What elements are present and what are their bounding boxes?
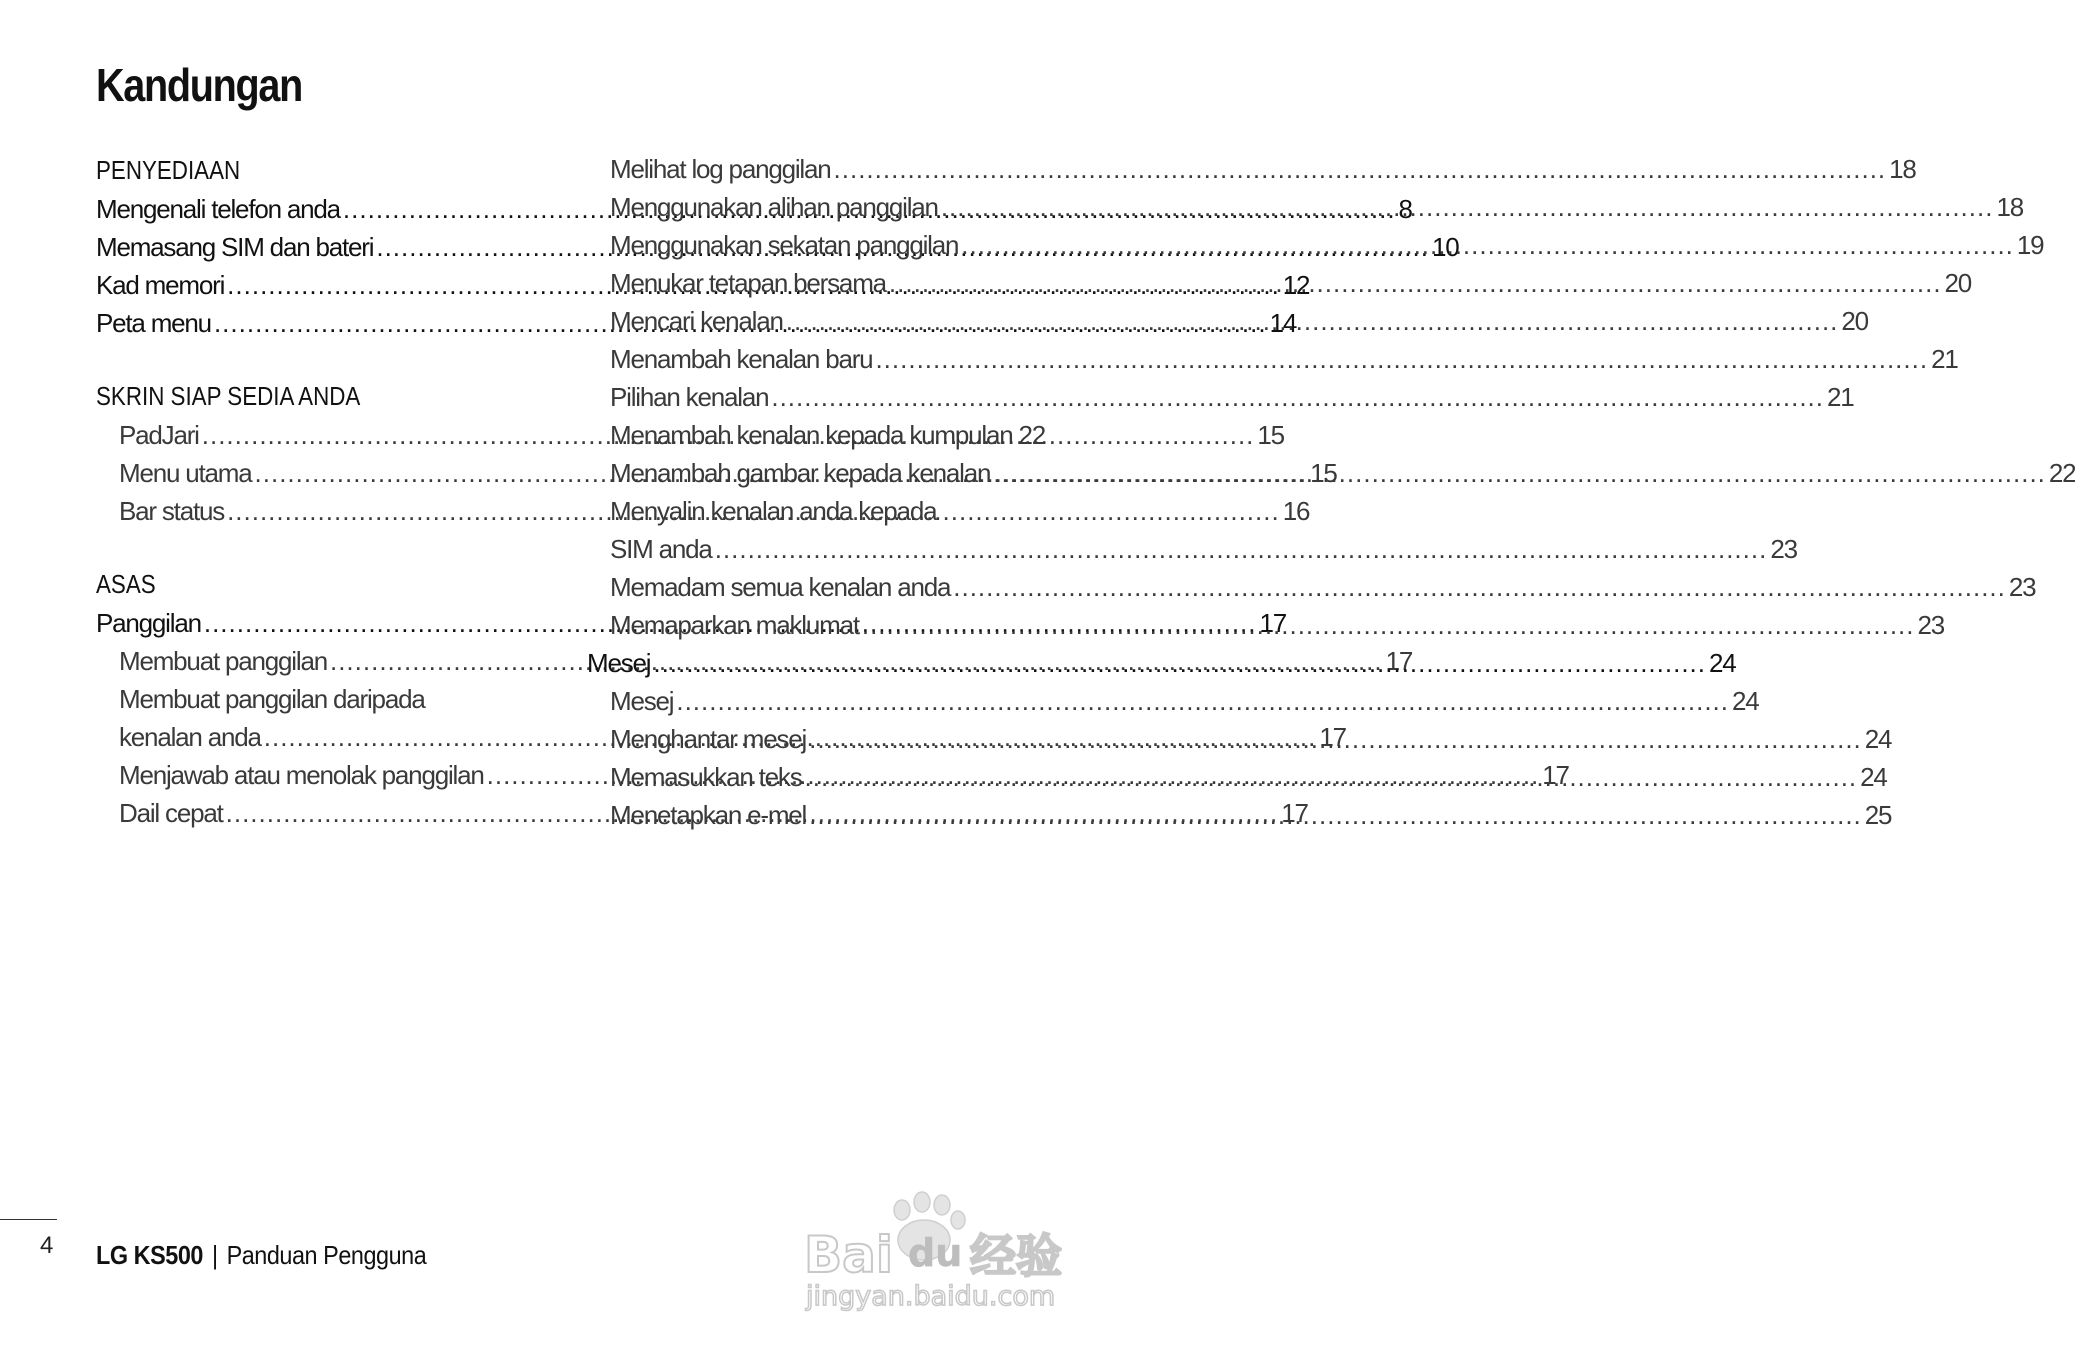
svg-text:经验: 经验 — [970, 1229, 1062, 1283]
toc-entry-label: Menjawab atau menolak panggilan — [119, 760, 484, 790]
baidu-logo-text — [804, 1226, 1062, 1284]
toc-entry-page: 23 — [1917, 610, 1945, 640]
toc-entry-label: PadJari — [119, 420, 199, 450]
toc-entry-page: 17 — [1281, 798, 1308, 828]
toc-entry-label: Pilihan kenalan — [610, 382, 769, 412]
toc-entry-page: 8 — [1398, 194, 1412, 224]
toc-entry-label: Menu utama — [119, 458, 252, 488]
toc-entry-page: 17 — [1319, 722, 1346, 752]
dot-leader — [805, 758, 1858, 796]
toc-entry-label: Memasang SIM dan bateri — [96, 232, 374, 262]
dot-leader — [809, 796, 1862, 834]
toc-entry-label: Menambah gambar kepada kenalan — [610, 458, 991, 488]
footer-separator: | — [211, 1240, 218, 1270]
page-title: Kandungan — [96, 59, 302, 111]
toc-entry-label: Bar status — [119, 496, 225, 526]
toc-entry-page: 22 — [2048, 458, 2075, 488]
toc-entry-page: 12 — [1282, 270, 1310, 300]
dot-leader — [941, 188, 1994, 226]
toc-entry-label: Mengenali telefon anda — [96, 194, 340, 224]
section-gap — [96, 530, 544, 564]
toc-entry-page: 17 — [1542, 760, 1569, 790]
footer-guide-title: Panduan Pengguna — [226, 1240, 427, 1270]
dot-leader — [953, 568, 2006, 606]
toc-entry[interactable] — [587, 530, 1797, 568]
toc-entry-label: Memaparkan maklumat — [610, 610, 859, 640]
svg-text:du: du — [908, 1231, 963, 1275]
toc-entry-page: 14 — [1269, 308, 1297, 338]
toc-entry[interactable] — [587, 188, 2023, 226]
toc-entry-page: 15 — [1310, 458, 1337, 488]
toc-entry-label: Mesej — [587, 648, 651, 678]
section-heading: SKRIN SIAP SEDIA ANDA — [96, 381, 361, 411]
toc-entry-page: 25 — [1864, 800, 1892, 830]
toc-entry-label: kenalan anda — [119, 722, 261, 752]
toc-entry-page: 23 — [2008, 572, 2036, 602]
toc-entry-label: Mencari kenalan — [610, 306, 783, 336]
toc-entry-label: Panggilan — [96, 608, 201, 638]
toc-entry[interactable] — [587, 568, 2036, 606]
toc-entry-label: Peta menu — [96, 308, 211, 338]
dot-leader — [862, 606, 1915, 644]
toc-entry-page: 17 — [1385, 646, 1413, 676]
toc-entry-page: 24 — [1860, 762, 1887, 792]
toc-entry-page: 10 — [1431, 232, 1459, 262]
dot-leader — [715, 530, 1768, 568]
toc-entry-label: Kad memori — [96, 270, 225, 300]
page-number: 4 — [40, 1232, 54, 1259]
toc-entry-label-line1[interactable]: Menyalin kenalan anda kepada — [610, 496, 937, 526]
toc-entry-label: Memadam semua kenalan anda — [610, 572, 951, 602]
section-gap — [96, 342, 544, 376]
toc-entry-page: 22 — [1018, 420, 1045, 450]
toc-entry-label: Menggunakan sekatan panggilan — [610, 230, 959, 260]
toc-entry-page: 24 — [1731, 686, 1759, 716]
section-heading: ASAS — [96, 569, 156, 599]
section-heading: PENYEDIAAN — [96, 155, 241, 185]
baidu-url-text: jingyan.baidu.com — [806, 1281, 1056, 1312]
toc-entry[interactable] — [587, 340, 1958, 378]
toc-entry-page: 20 — [1944, 268, 1972, 298]
dot-leader — [875, 340, 1928, 378]
toc-entry-page: 15 — [1257, 420, 1284, 450]
toc-entry-page: 21 — [1931, 344, 1958, 374]
toc-entry-label: Menukar tetapan bersama — [610, 268, 886, 298]
footer-model: LG KS500 — [96, 1240, 203, 1270]
toc-entry-label: Memasukkan teks — [610, 762, 802, 792]
toc-entry-page: 17 — [1259, 608, 1287, 638]
toc-entry-label: Menetapkan e-mel — [610, 800, 807, 830]
dot-leader — [809, 720, 1862, 758]
toc-entry-label: Menambah kenalan baru — [610, 344, 873, 374]
dot-leader — [993, 454, 2046, 492]
toc-entry-page: 23 — [1770, 534, 1797, 564]
toc-entry-label: Membuat panggilan — [119, 646, 327, 676]
dot-leader — [961, 226, 2014, 264]
toc-entry-label: Menambah kenalan kepada kumpulan — [610, 420, 1013, 450]
footer — [96, 1240, 426, 1271]
toc-entry-label: SIM anda — [610, 534, 712, 564]
toc-entry-page: 16 — [1282, 496, 1310, 526]
dot-leader — [771, 378, 1824, 416]
dot-leader — [676, 682, 1729, 720]
toc-entry[interactable] — [587, 378, 1854, 416]
toc-entry-page: 19 — [2016, 230, 2044, 260]
dot-leader — [786, 302, 1839, 340]
toc-entry-label-line1[interactable]: Membuat panggilan daripada — [119, 684, 425, 714]
toc-entry[interactable] — [587, 416, 1045, 454]
toc-entry-page: 20 — [1841, 306, 1868, 336]
baidu-watermark — [800, 1190, 1070, 1315]
toc-entry-page: 18 — [1889, 154, 1916, 184]
footer-rule — [0, 1219, 57, 1220]
toc-entry[interactable] — [587, 150, 1916, 188]
toc-entry-label: Menghantar mesej — [610, 724, 807, 754]
toc-entry-label: Menggunakan alihan panggilan — [610, 192, 938, 222]
toc-entry-page: 21 — [1826, 382, 1854, 412]
toc-entry-label: Mesej — [610, 686, 674, 716]
dot-leader — [889, 264, 1942, 302]
dot-leader — [834, 150, 1887, 188]
svg-text:Bai: Bai — [804, 1226, 893, 1284]
toc-entry-label: Melihat log panggilan — [610, 154, 831, 184]
toc-entry-page: 18 — [1996, 192, 2023, 222]
toc-entry-page: 24 — [1708, 648, 1736, 678]
toc-entry-label: Dail cepat — [119, 798, 223, 828]
toc-entry-page: 24 — [1864, 724, 1892, 754]
toc-entry[interactable] — [587, 682, 1759, 720]
dot-leader — [653, 644, 1706, 682]
